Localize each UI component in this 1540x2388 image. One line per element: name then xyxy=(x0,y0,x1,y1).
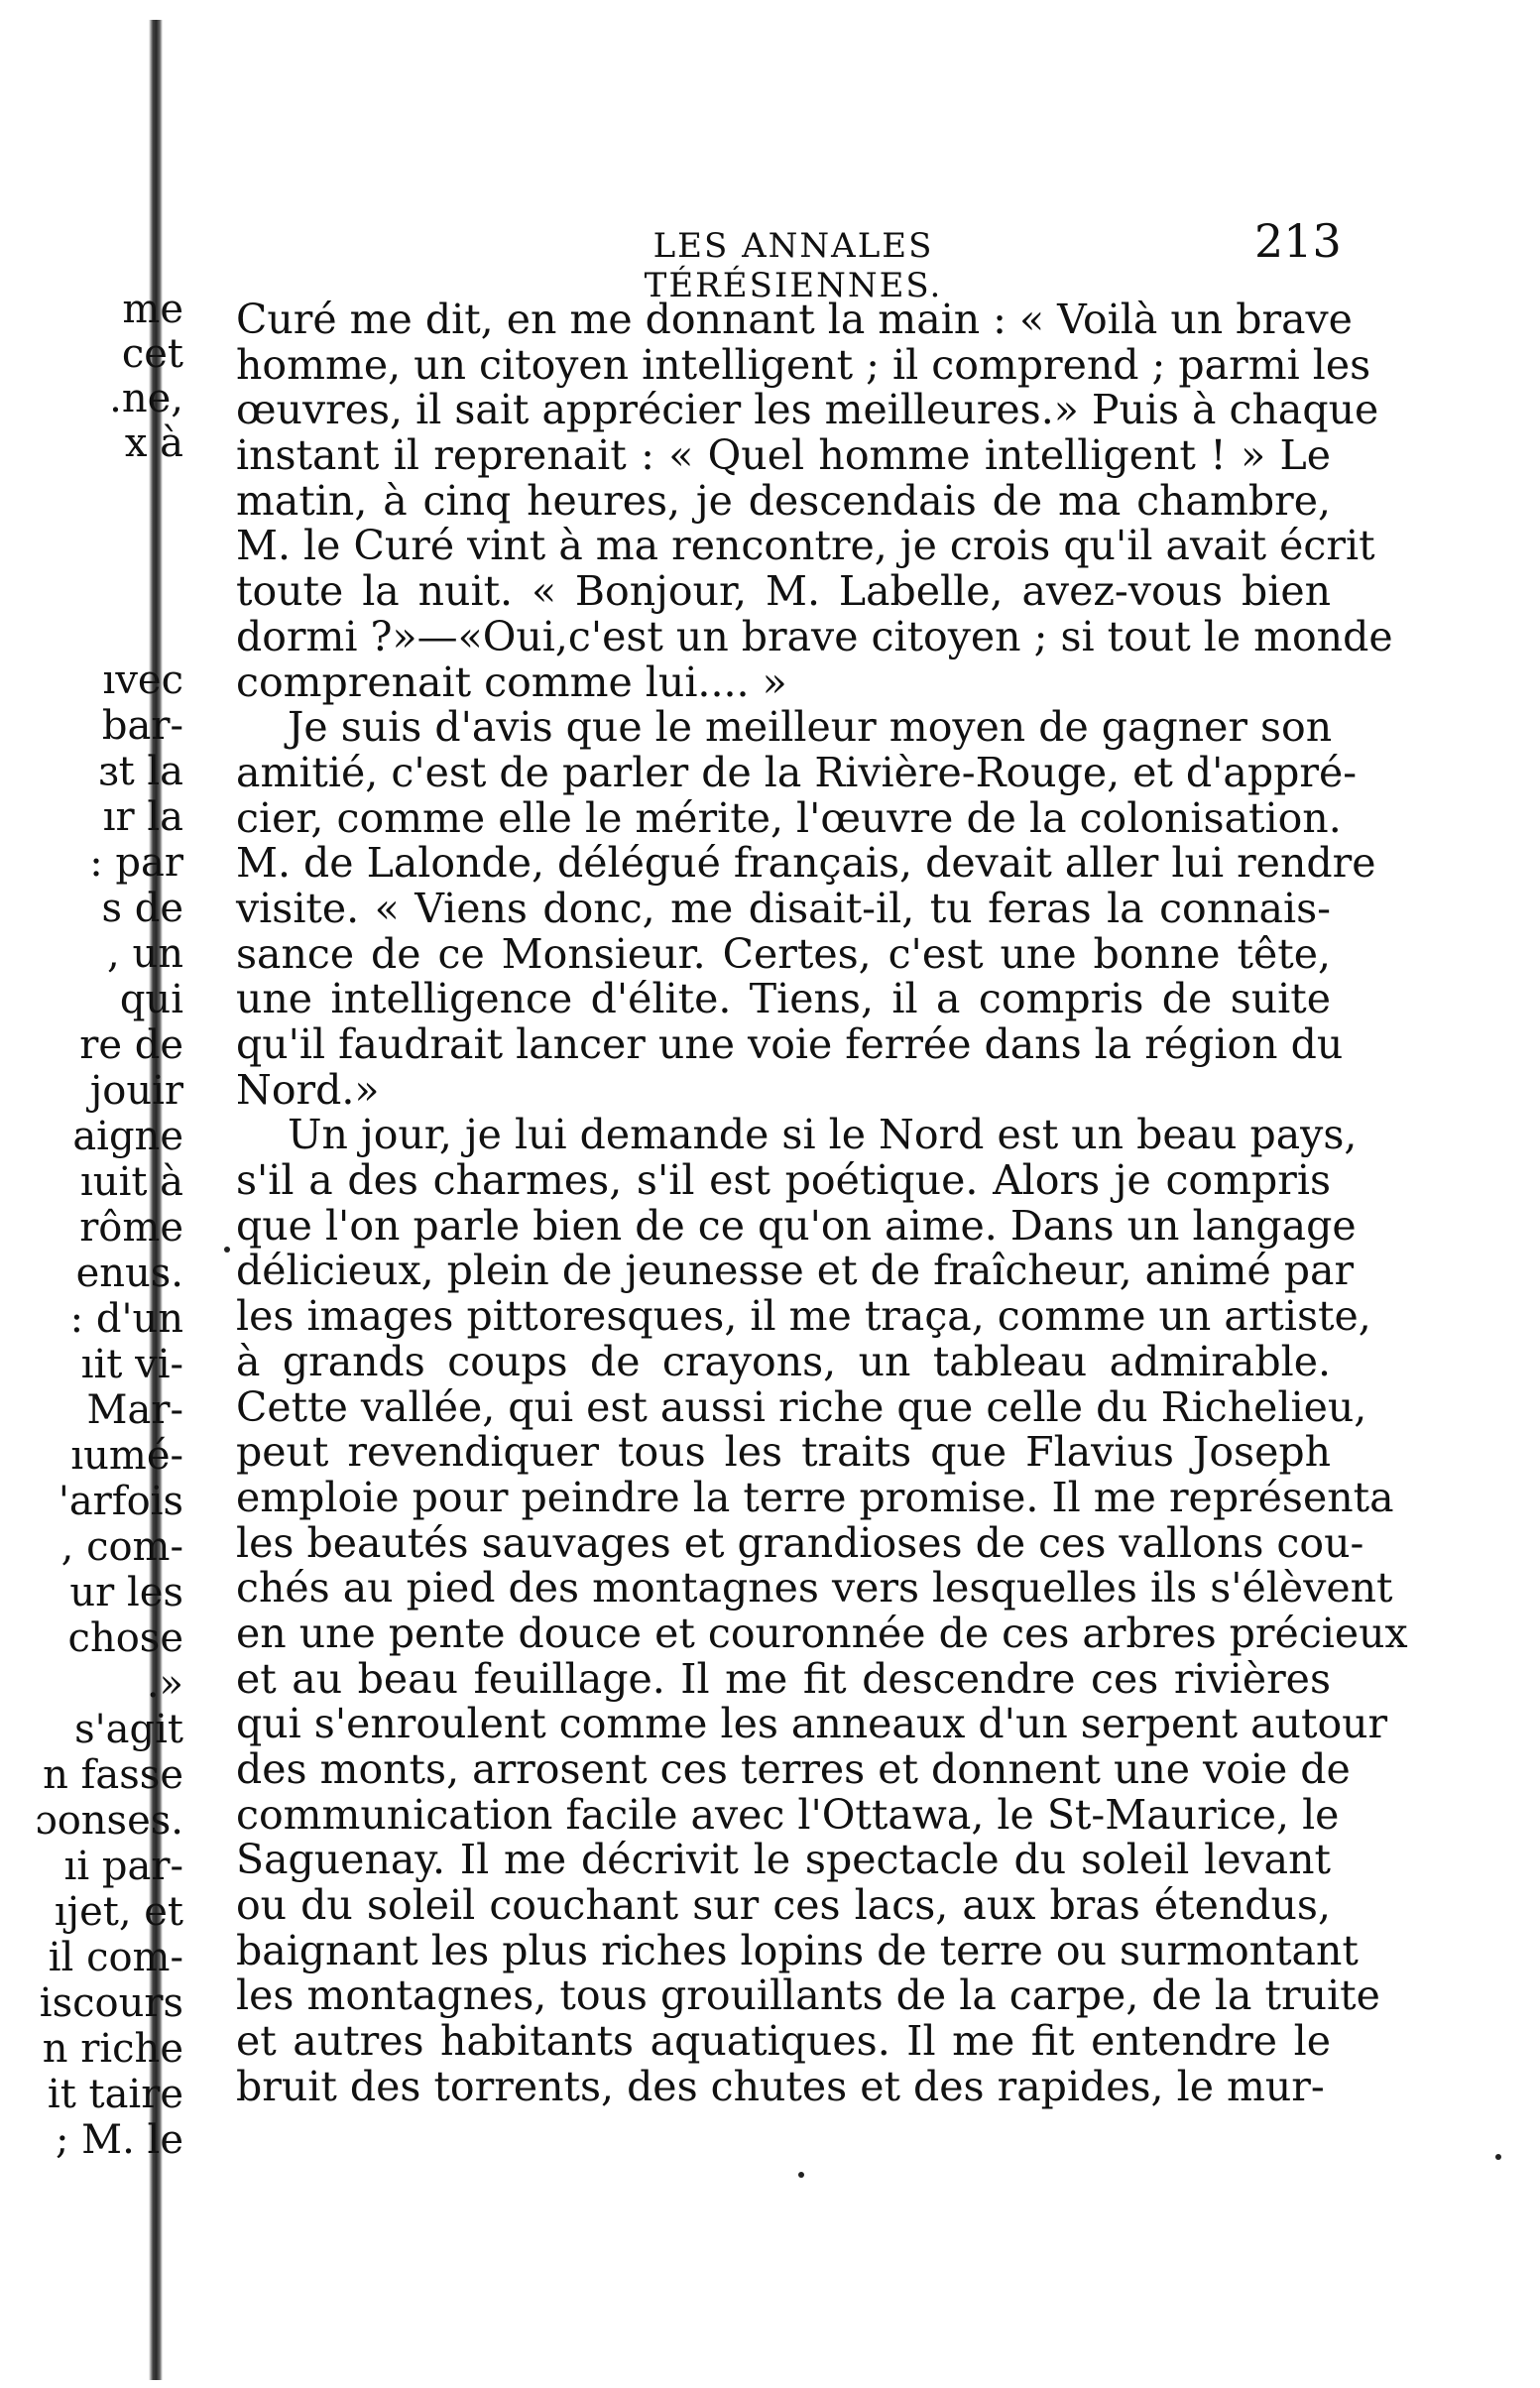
facing-page-line: ıit vi- xyxy=(80,1343,183,1386)
facing-page-line: .ne, xyxy=(109,377,183,420)
facing-page-line: ıuit à xyxy=(80,1160,183,1204)
text-line: et au beau feuillage. Il me fit descendre ces rivières xyxy=(236,1654,1331,1703)
text-line: et autres habitants aquatiques. Il me fit entendre le xyxy=(236,2017,1331,2066)
text-line: matin, à cinq heures, je descendais de ma chambre, xyxy=(236,476,1331,525)
facing-page-line: .» xyxy=(146,1662,183,1706)
facing-page-line: me xyxy=(122,288,183,331)
text-line: instant il reprenait : « Quel homme intelligent ! » Le xyxy=(236,431,1331,480)
facing-page-line: : par xyxy=(89,841,183,885)
text-line: qu'il faudrait lancer une voie ferrée dans la région du xyxy=(236,1020,1344,1068)
running-header: LES ANNALES TÉRÉSIENNES. xyxy=(644,226,943,305)
text-line: Nord.» xyxy=(236,1065,380,1114)
facing-page-line: rôme xyxy=(79,1206,183,1250)
facing-page-line: n fasse xyxy=(43,1753,183,1797)
text-line: Curé me dit, en me donnant la main : « Voilà un brave xyxy=(236,296,1353,343)
text-line: communication facile avec l'Ottawa, le St-Maurice, le xyxy=(236,1790,1340,1839)
facing-page-line: ıvec xyxy=(102,658,183,702)
text-line: ou du soleil couchant sur ces lacs, aux bras étendus, xyxy=(236,1881,1331,1930)
text-line: qui s'enroulent comme les anneaux d'un serpent autour xyxy=(236,1700,1388,1748)
facing-page-line: ıumé- xyxy=(70,1434,183,1478)
text-line: s'il a des charmes, s'il est poétique. Alors je compris xyxy=(236,1156,1331,1205)
facing-page-line: bar- xyxy=(101,704,183,748)
facing-page-line: qui xyxy=(119,978,183,1021)
text-line: chés au pied des montagnes vers lesquelles ils s'élèvent xyxy=(236,1564,1393,1612)
text-line: visite. « Viens donc, me disait-il, tu feras la connais- xyxy=(236,884,1331,932)
facing-page-line: re de xyxy=(79,1023,183,1067)
text-line: emploie pour peindre la terre promise. Il me représenta xyxy=(236,1473,1394,1521)
text-line: les images pittoresques, il me traça, comme un artiste, xyxy=(236,1292,1371,1341)
text-line: en une pente douce et couronnée de ces arbres précieux xyxy=(236,1609,1408,1657)
text-line: dormi ?»—«Oui,c'est un brave citoyen ; si tout le monde xyxy=(236,612,1393,660)
facing-page-line: jouir xyxy=(89,1069,183,1113)
text-line: bruit des torrents, des chutes et des rapides, le mur- xyxy=(236,2062,1325,2110)
stray-mark xyxy=(224,1247,230,1253)
text-line: délicieux, plein de jeunesse et de fraîcheur, animé par xyxy=(236,1247,1355,1295)
facing-page-line: s'agit xyxy=(74,1708,183,1751)
facing-page-line: 'arfois xyxy=(58,1480,183,1523)
text-line: une intelligence d'élite. Tiens, il a compris de suite xyxy=(236,975,1331,1023)
text-line: M. le Curé vint à ma rencontre, je crois qu'il avait écrit xyxy=(236,522,1375,570)
facing-page-line: ; M. le xyxy=(55,2118,183,2162)
text-line: à grands coups de crayons, un tableau admirable. xyxy=(236,1337,1331,1385)
text-line: baignant les plus riches lopins de terre ou surmontant xyxy=(236,1926,1359,1974)
text-line: les montagnes, tous grouillants de la carpe, de la truite xyxy=(236,1971,1380,2020)
facing-page-line: , com- xyxy=(60,1525,183,1569)
facing-page-line: ur les xyxy=(69,1571,183,1614)
facing-page-line: n riche xyxy=(42,2027,183,2071)
stray-mark xyxy=(798,2172,804,2178)
text-line: Un jour, je lui demande si le Nord est un beau pays, xyxy=(288,1111,1358,1159)
text-line: peut revendiquer tous les traits que Flavius Joseph xyxy=(236,1428,1331,1477)
page-number: 213 xyxy=(1254,214,1342,268)
facing-page-line: x à xyxy=(124,421,183,465)
stray-mark xyxy=(1495,2154,1501,2160)
facing-page-line: ɜt la xyxy=(98,750,183,793)
text-line: toute la nuit. « Bonjour, M. Labelle, avez-vous bien xyxy=(236,567,1331,616)
text-line: œuvres, il sait apprécier les meilleures.» Puis à chaque xyxy=(236,386,1379,434)
text-line: cier, comme elle le mérite, l'œuvre de la colonisation. xyxy=(236,793,1342,842)
facing-page-line: cet xyxy=(121,332,183,376)
facing-page-line: il com- xyxy=(48,1936,183,1979)
facing-page-line: ɔonses. xyxy=(35,1799,183,1843)
facing-page-line: iscours xyxy=(39,1981,183,2025)
text-line: les beautés sauvages et grandioses de ces vallons cou- xyxy=(236,1518,1364,1567)
facing-page-line: it taire xyxy=(47,2073,183,2116)
facing-page-line: s de xyxy=(101,887,183,930)
body-text xyxy=(236,296,1408,2110)
facing-page-line: ır la xyxy=(102,795,183,839)
text-line: que l'on parle bien de ce qu'on aime. Dans un langage xyxy=(236,1201,1357,1250)
facing-page-line: chose xyxy=(67,1616,183,1660)
facing-page-line: ıi par- xyxy=(63,1845,183,1888)
facing-page-line: Mar- xyxy=(86,1388,183,1432)
text-line: M. de Lalonde, délégué français, devait aller lui rendre xyxy=(236,839,1376,888)
text-line: sance de ce Monsieur. Certes, c'est une bonne tête, xyxy=(236,929,1331,978)
text-line: homme, un citoyen intelligent ; il comprend ; parmi les xyxy=(236,340,1371,389)
text-line: des monts, arrosent ces terres et donnent une voie de xyxy=(236,1745,1351,1793)
text-line: Cette vallée, qui est aussi riche que celle du Richelieu, xyxy=(236,1382,1367,1431)
facing-page-line: : d'un xyxy=(69,1297,183,1341)
facing-page-line: ıjet, et xyxy=(54,1890,183,1934)
facing-page-line: enus. xyxy=(75,1252,183,1295)
text-line: comprenait comme lui.... » xyxy=(236,657,787,706)
facing-page-line: aigne xyxy=(72,1115,183,1158)
text-line: Je suis d'avis que le meilleur moyen de gagner son xyxy=(288,703,1333,752)
facing-page-line: , un xyxy=(107,932,183,976)
text-line: Saguenay. Il me décrivit le spectacle du soleil levant xyxy=(236,1836,1331,1884)
text-line: amitié, c'est de parler de la Rivière-Rouge, et d'appré- xyxy=(236,748,1358,796)
